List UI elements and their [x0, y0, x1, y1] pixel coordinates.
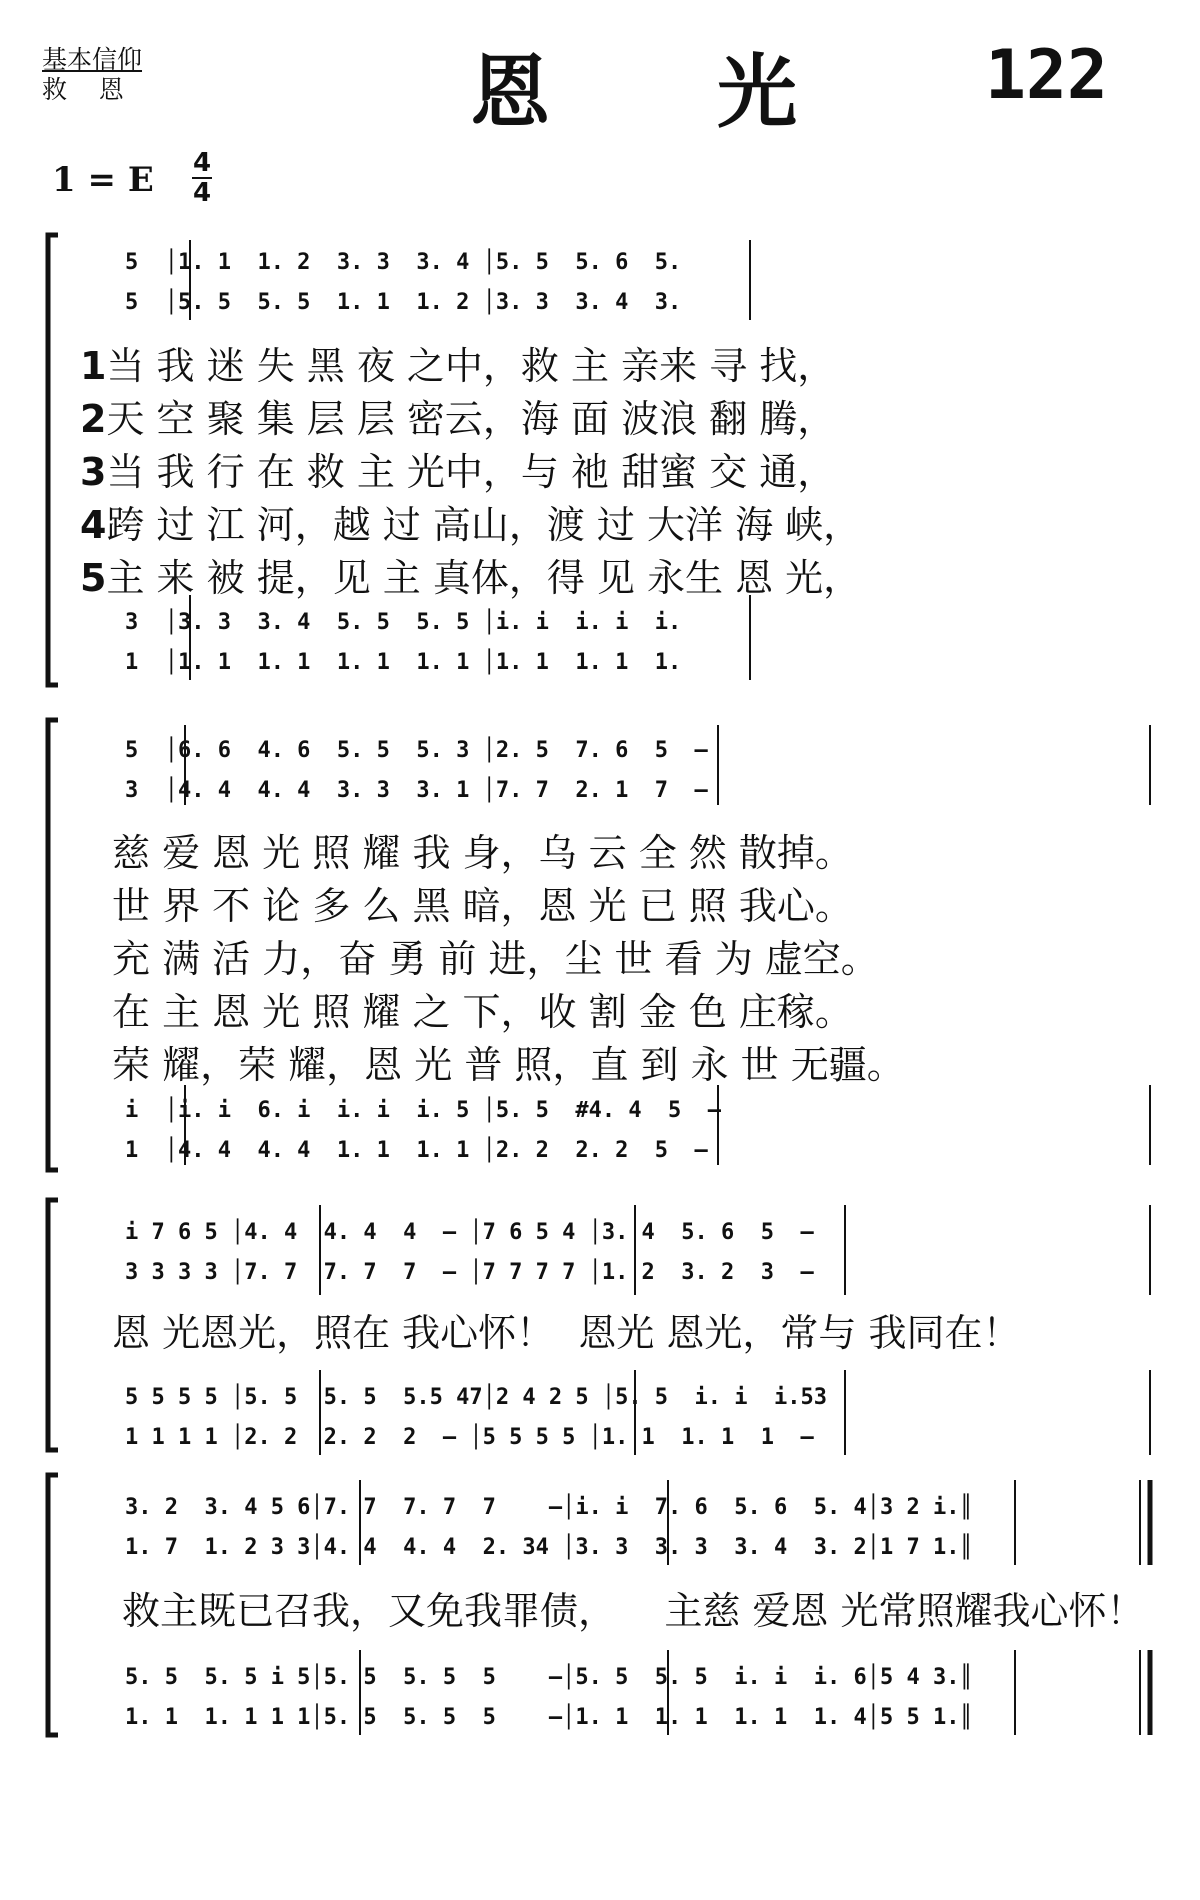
verse-text: 天 空 聚 集 层 层 密云，海 面 波浪 翻 腾，	[106, 397, 836, 441]
verse-line	[80, 547, 861, 602]
bass-line: 1 1 1 1 │2. 2 2. 2 2 – │5 5 5 5 │1. 1 1. 1 1 –	[125, 1425, 814, 1450]
verse-line	[80, 441, 835, 496]
verse-text: 当 我 迷 失 黑 夜 之中，救 主 亲来 寻 找，	[106, 344, 836, 388]
soprano-line: 3. 2 3. 4 5 6│7. 7 7. 7 7 –│i. i 7. 6 5. 6 5. 4│3 2 i.║	[125, 1495, 973, 1520]
verse-line	[80, 388, 835, 443]
verse-text: 当 我 行 在 救 主 光中，与 祂 甜蜜 交 通，	[106, 450, 836, 494]
subcategory-label: 救 恩	[42, 75, 124, 104]
refrain-line: 恩 光恩光，照在 我心怀！ 恩光 恩光，常与 我同在！	[112, 1311, 1021, 1355]
verse-text: 跨 过 江 河，越 过 高山，渡 过 大洋 海 峡，	[106, 503, 862, 547]
bass-line: 1 │1. 1 1. 1 1. 1 1. 1 │1. 1 1. 1 1.	[125, 650, 682, 675]
verse-number: 4	[80, 503, 107, 547]
verse-line: 世 界 不 论 多 么 黑 暗，恩 光 已 照 我心。	[112, 884, 853, 928]
verse-line: 充 满 活 力，奋 勇 前 进，尘 世 看 为 虚空。	[112, 937, 879, 981]
bass-line: 1 │4. 4 4. 4 1. 1 1. 1 │2. 2 2. 2 5 –	[125, 1138, 708, 1163]
verse-number: 1	[80, 344, 107, 388]
alto-line: 3 3 3 3 │7. 7 7. 7 7 – │7 7 7 7 │1. 2 3. 2 3 –	[125, 1260, 814, 1285]
alto-line: 3 │4. 4 4. 4 3. 3 3. 1 │7. 7 2. 1 7 –	[125, 778, 708, 803]
tenor-line: i │i. i 6. i i. i i. 5 │5. 5 #4. 4 5 –	[125, 1098, 722, 1123]
verse-number: 5	[80, 556, 107, 600]
tenor-line: 5. 5 5. 5 i 5│5. 5 5. 5 5 –│5. 5 5. 5 i. i i. 6│5 4 3.║	[125, 1665, 973, 1690]
alto-line: 5 │5. 5 5. 5 1. 1 1. 2 │3. 3 3. 4 3.	[125, 290, 682, 315]
verse-line: 慈 爱 恩 光 照 耀 我 身，乌 云 全 然 散掉。	[112, 831, 853, 875]
tenor-line: 5 5 5 5 │5. 5 5. 5 5.5 47│2 4 2 5 │5. 5 i. i i.53	[125, 1385, 827, 1410]
alto-line: 1. 7 1. 2 3 3│4. 4 4. 4 2. 34 │3. 3 3. 3 3. 4 3. 2│1 7 1.║	[125, 1535, 973, 1560]
hymn-title: 恩 光	[470, 46, 798, 139]
refrain-line: 救主既已召我，又免我罪债， 主慈 爱恩 光常照耀我心怀！	[122, 1589, 1145, 1633]
time-bottom: 4	[192, 178, 212, 208]
verse-text: 主 来 被 提，见 主 真体，得 见 永生 恩 光，	[106, 556, 862, 600]
hymn-number: 122	[985, 36, 1108, 115]
soprano-line: 5 │6. 6 4. 6 5. 5 5. 3 │2. 5 7. 6 5 –	[125, 738, 708, 763]
verse-line	[80, 335, 835, 390]
category-label: 基本信仰	[42, 45, 143, 74]
time-top: 4	[192, 148, 212, 178]
soprano-line: i 7 6 5 │4. 4 4. 4 4 – │7 6 5 4 │3. 4 5. 6 5 –	[125, 1220, 814, 1245]
soprano-line: 5 │1. 1 1. 2 3. 3 3. 4 │5. 5 5. 6 5.	[125, 250, 682, 275]
verse-number: 2	[80, 397, 107, 441]
key-signature: 1 = E	[52, 160, 154, 200]
verse-line: 荣 耀，荣 耀，恩 光 普 照，直 到 永 世 无疆。	[112, 1043, 905, 1087]
verse-number: 3	[80, 450, 107, 494]
bass-line: 1. 1 1. 1 1 1│5. 5 5. 5 5 –│1. 1 1. 1 1. 1 1. 4│5 5 1.║	[125, 1705, 973, 1730]
verse-line: 在 主 恩 光 照 耀 之 下，收 割 金 色 庄稼。	[112, 990, 853, 1034]
verse-line	[80, 494, 861, 549]
tenor-line: 3 │3. 3 3. 4 5. 5 5. 5 │i. i i. i i.	[125, 610, 682, 635]
